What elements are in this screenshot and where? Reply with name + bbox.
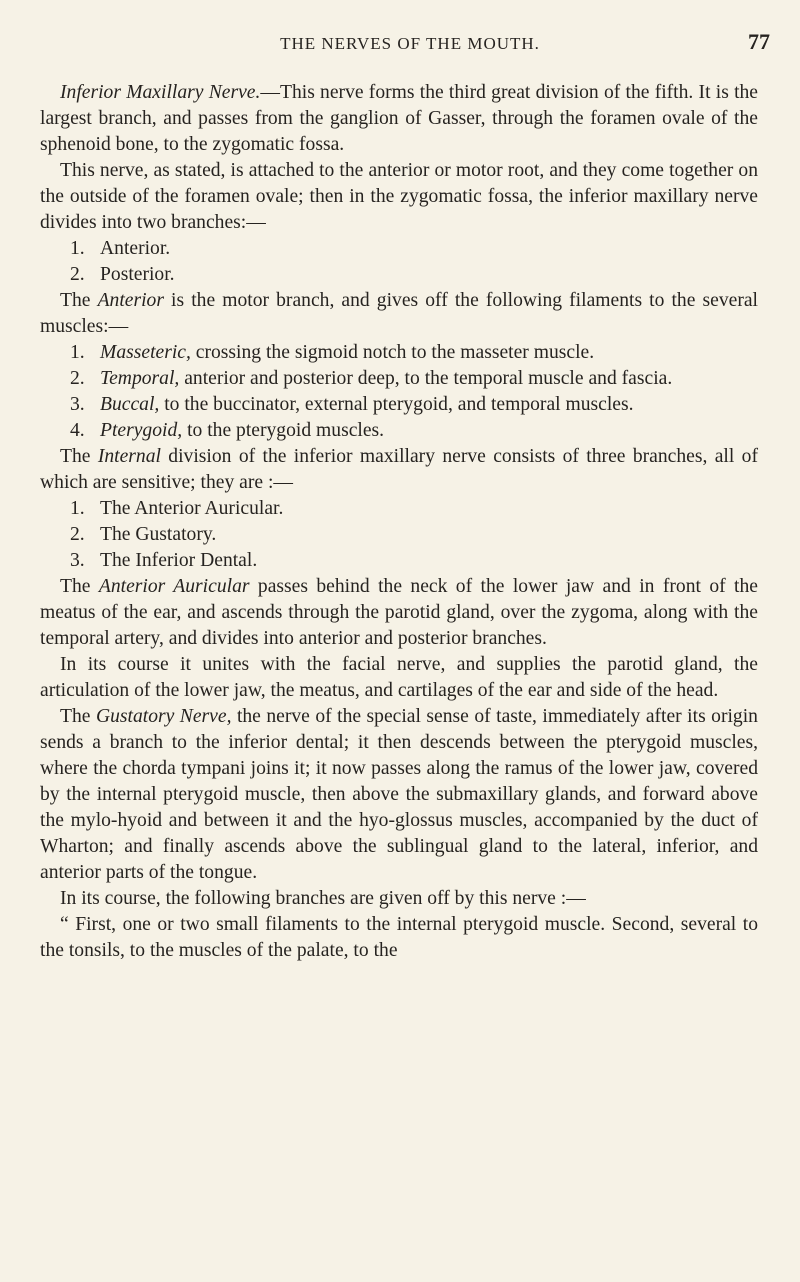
term-inferior-maxillary: Inferior Maxillary Nerve. — [60, 82, 261, 103]
page-header — [40, 14, 780, 54]
text-run: the nerve of the special sense of taste, immediately after its origin sends a branch to the inferior dental; it then descends between the pterygoid muscles, where the chorda tympani joins it; it now passes along the ramus of the lower jaw, covered by the internal pterygoid muscle, then above the submaxillary glands, and forward above the mylo-hyoid and between it and the hyo-glossus muscles, accompanied by the duct of Wharton; and finally ascends above the sublingual gland to the lateral, inferior, and anterior parts of the tongue. — [40, 706, 758, 883]
paragraph-branches-given: In its course, the following branches are given off by this nerve :— — [60, 888, 586, 909]
paragraph-anterior — [40, 288, 758, 340]
list-text: to the pterygoid muscles. — [182, 420, 385, 441]
list-item — [40, 522, 758, 548]
running-head: THE NERVES OF THE MOUTH. — [280, 34, 540, 53]
list-term: Temporal, — [100, 368, 180, 389]
list-number: 1. — [70, 342, 85, 363]
list-item — [40, 418, 758, 444]
term-anterior-auricular: Anterior Auricular — [98, 576, 250, 597]
list-term: Pterygoid, — [100, 420, 183, 441]
page-number: 77 — [748, 29, 770, 54]
term-internal: Internal — [97, 446, 161, 467]
list-number: 2. — [70, 524, 85, 545]
page-body — [40, 80, 758, 964]
text-run: The — [60, 446, 98, 467]
paragraph-text: —This nerve forms the third great division of the fifth. It is the largest branch, and passes from the ganglion of Gasser, through the foramen ovale of the sphenoid bone, to the zygomatic fossa. — [40, 82, 759, 155]
list-text: The Inferior Dental. — [100, 550, 258, 571]
list-item — [40, 548, 758, 574]
list-number: 1. — [70, 238, 85, 259]
list-item — [40, 392, 758, 418]
list-number: 2. — [70, 368, 85, 389]
list-term: Buccal, — [100, 394, 160, 415]
paragraph-branches: This nerve, as stated, is attached to the anterior or motor root, and they come together on the outside of the foramen ovale; then in the zygomatic fossa, the inferior maxillary nerve divides into two branches:— — [40, 160, 758, 233]
text-run: division of the inferior maxillary nerve consists of three branches, all of which are sensitive; they are :— — [40, 446, 758, 493]
list-text: anterior and posterior deep, to the temporal muscle and fascia. — [179, 368, 673, 389]
list-number: 2. — [70, 264, 85, 285]
term-gustatory: Gustatory Nerve, — [95, 706, 232, 727]
text-run: The — [60, 576, 99, 597]
text-run: is the motor branch, and gives off the following filaments to the several muscles:— — [40, 290, 758, 337]
paragraph-anterior-auricular — [40, 574, 758, 652]
list-text: Anterior. — [100, 238, 171, 259]
paragraph-inferior-maxillary — [40, 80, 758, 158]
list-item — [40, 366, 758, 392]
list-text: The Gustatory. — [100, 524, 217, 545]
paragraph-course: In its course it unites with the facial nerve, and supplies the parotid gland, the articulation of the lower jaw, the meatus, and cartilages of the ear and side of the head. — [40, 654, 758, 701]
list-text: The Anterior Auricular. — [100, 498, 284, 519]
list-number: 3. — [70, 550, 85, 571]
list-item — [40, 496, 758, 522]
list-item — [40, 236, 758, 262]
term-anterior: Anterior — [97, 290, 164, 311]
paragraph-quote: “ First, one or two small filaments to the internal pterygoid muscle. Second, several to the tonsils, to the muscles of the palate, to the — [40, 914, 758, 961]
list-item — [40, 340, 758, 366]
list-number: 4. — [70, 420, 85, 441]
text-run: passes behind the neck of the lower jaw and in front of the meatus of the ear, and ascends through the parotid gland, over the zygoma, along with the temporal artery, and divides into anterior and posterior branches. — [40, 576, 758, 649]
list-text: crossing the sigmoid notch to the masseter muscle. — [190, 342, 595, 363]
list-text: to the buccinator, external pterygoid, and temporal muscles. — [159, 394, 634, 415]
list-term: Masseteric, — [100, 342, 191, 363]
list-item — [40, 262, 758, 288]
text-run: The — [60, 706, 96, 727]
list-number: 3. — [70, 394, 85, 415]
text-run: The — [60, 290, 98, 311]
list-number: 1. — [70, 498, 85, 519]
paragraph-internal — [40, 444, 758, 496]
list-text: Posterior. — [100, 264, 175, 285]
paragraph-gustatory — [40, 704, 758, 886]
